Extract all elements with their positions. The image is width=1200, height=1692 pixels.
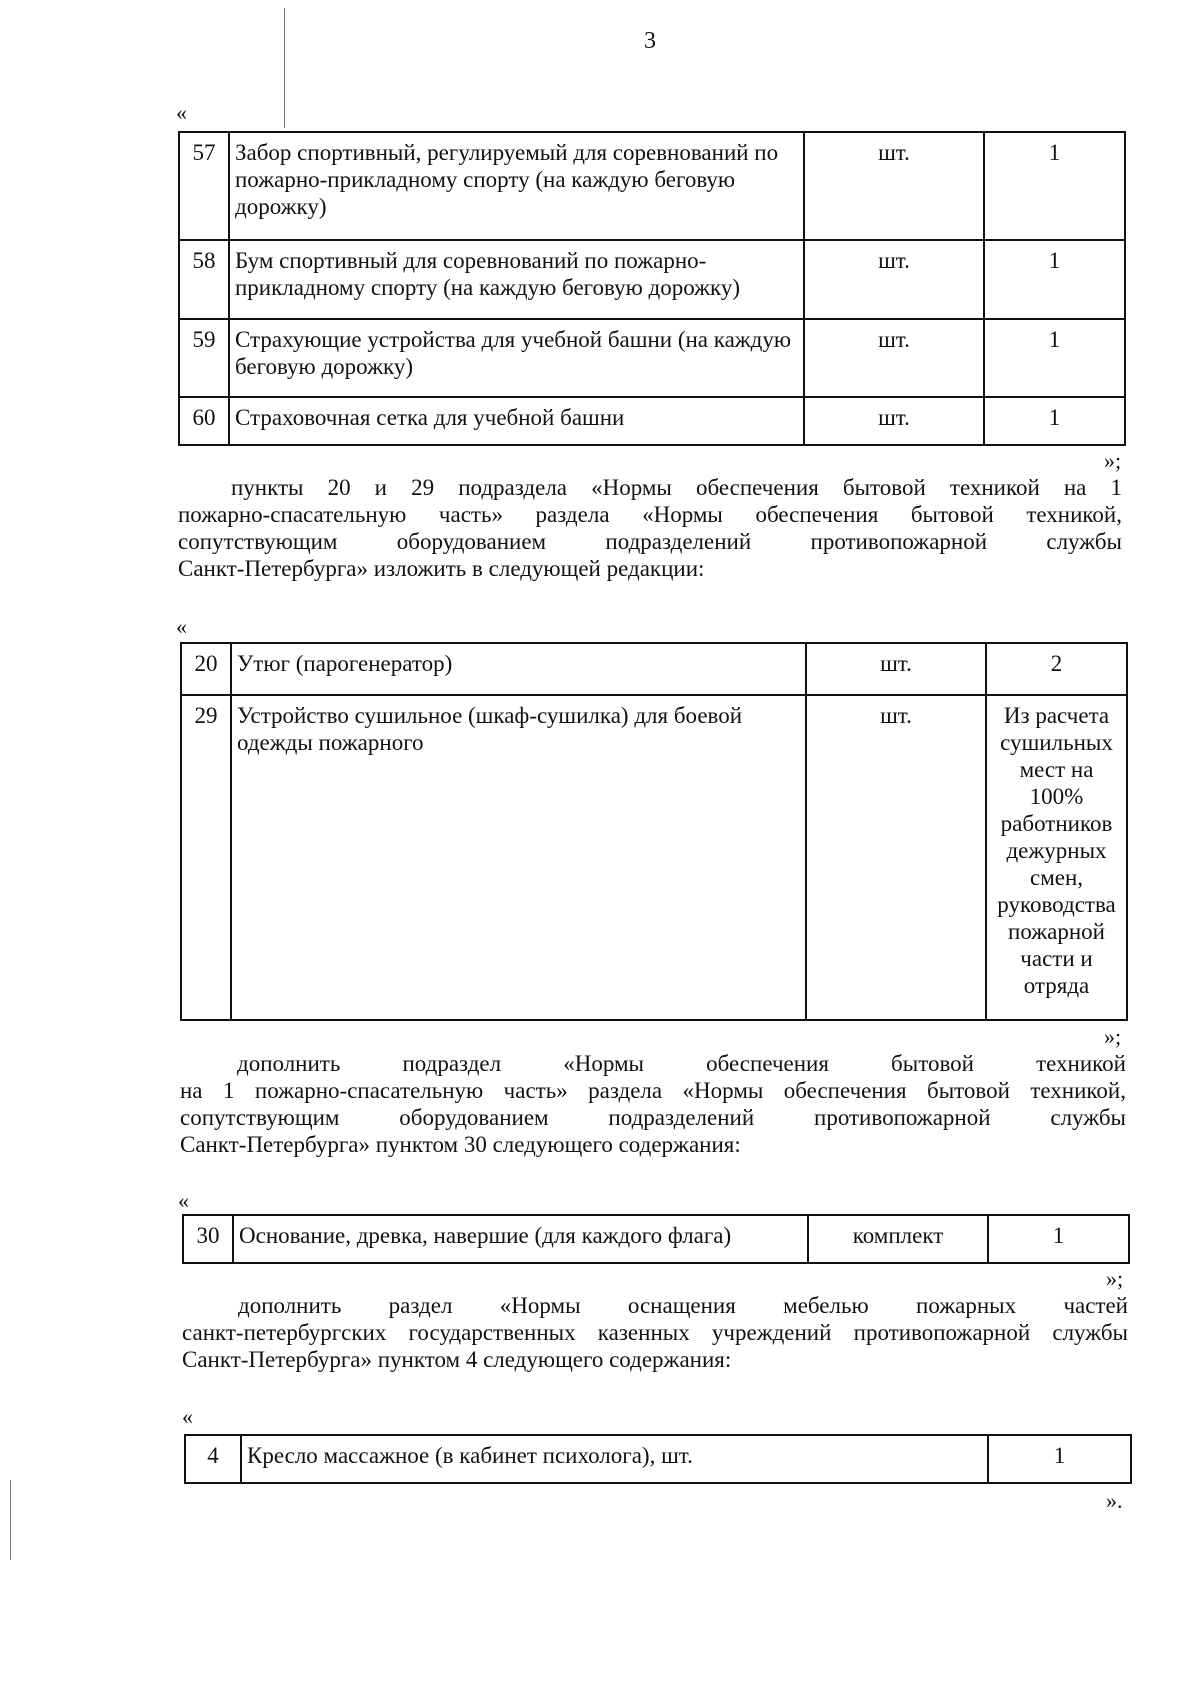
item-quantity: 1 [984, 132, 1125, 240]
paragraph-line: пункты 20 и 29 подраздела «Нормы обеспечения бытовой техникой на 1 [231, 475, 1122, 500]
table-row [179, 240, 1125, 319]
item-name: Бум спортивный для соревнований по пожарно-прикладному спорту (на каждую беговую дорожку) [229, 240, 804, 319]
row-number: 57 [179, 132, 229, 240]
table-row [179, 319, 1125, 397]
paragraph-add-item-30 [180, 1050, 1126, 1158]
opening-quote: « [178, 1188, 189, 1213]
item-name: Страховочная сетка для учебной башни [229, 397, 804, 445]
opening-quote: « [176, 614, 187, 639]
item-unit: шт. [804, 240, 984, 319]
paragraph-line: пожарно-спасательную часть» раздела «Нормы обеспечения бытовой техникой, [178, 502, 1122, 527]
item-name: Утюг (парогенератор) [231, 643, 806, 695]
scan-fold-line [284, 8, 285, 128]
paragraph-line: санкт-петербургских государственных казенных учреждений противопожарной службы [182, 1320, 1128, 1345]
table-row [179, 397, 1125, 445]
item-unit: шт. [804, 319, 984, 397]
paragraph-line: Санкт-Петербурга» пунктом 4 следующего содержания: [182, 1347, 732, 1372]
item-quantity: 1 [988, 1215, 1129, 1263]
paragraph-line: Санкт-Петербурга» пунктом 30 следующего содержания: [180, 1132, 741, 1157]
item-unit: шт. [806, 695, 986, 1020]
item-quantity: 1 [984, 397, 1125, 445]
item-name: Кресло массажное (в кабинет психолога), шт. [241, 1435, 988, 1483]
row-number: 60 [179, 397, 229, 445]
item-quantity: 2 [986, 643, 1127, 695]
item-quantity: 1 [984, 319, 1125, 397]
item-unit: шт. [804, 132, 984, 240]
row-number: 29 [181, 695, 231, 1020]
closing-quote: »; [1104, 448, 1122, 473]
page-number: 3 [644, 28, 656, 54]
item-unit: шт. [804, 397, 984, 445]
item-name: Забор спортивный, регулируемый для соревнований по пожарно-прикладному спорту (на каждую беговую дорожку) [229, 132, 804, 240]
item-quantity: Из расчета сушильных мест на 100% работников дежурных смен, руководства пожарной части и отряда [986, 695, 1127, 1020]
item-name: Устройство сушильное (шкаф-сушилка) для боевой одежды пожарного [231, 695, 806, 1020]
paragraph-amend-items-20-29 [178, 474, 1122, 582]
opening-quote: « [182, 1404, 193, 1429]
table-row [181, 695, 1127, 1020]
row-number: 20 [181, 643, 231, 695]
table-furniture [184, 1434, 1132, 1484]
table-row [181, 643, 1127, 695]
item-quantity: 1 [988, 1435, 1131, 1483]
closing-quote: »; [1104, 1024, 1122, 1049]
row-number: 4 [185, 1435, 241, 1483]
row-number: 30 [183, 1215, 233, 1263]
opening-quote: « [176, 100, 187, 125]
paragraph-line: сопутствующим оборудованием подразделений противопожарной службы [178, 529, 1122, 554]
paragraph-line: дополнить подраздел «Нормы обеспечения бытовой техникой [237, 1051, 1126, 1076]
table-row [183, 1215, 1129, 1263]
paragraph-line: дополнить раздел «Нормы оснащения мебелью пожарных частей [238, 1293, 1128, 1318]
paragraph-line: на 1 пожарно-спасательную часть» раздела «Нормы обеспечения бытовой техникой, [180, 1078, 1126, 1103]
row-number: 58 [179, 240, 229, 319]
scan-edge-mark [10, 1480, 11, 1560]
item-unit: шт. [806, 643, 986, 695]
paragraph-line: Санкт-Петербурга» изложить в следующей редакции: [178, 556, 705, 581]
item-name: Основание, древка, навершие (для каждого флага) [233, 1215, 808, 1263]
table-row [185, 1435, 1131, 1483]
table-flag-equipment [182, 1214, 1130, 1264]
item-name: Страхующие устройства для учебной башни (на каждую беговую дорожку) [229, 319, 804, 397]
table-sports-equipment [178, 131, 1126, 446]
closing-quote: »; [1106, 1266, 1124, 1291]
closing-quote-final: ». [1106, 1488, 1123, 1513]
table-row [179, 132, 1125, 240]
row-number: 59 [179, 319, 229, 397]
paragraph-add-item-4 [182, 1292, 1128, 1373]
item-unit: комплект [808, 1215, 988, 1263]
item-quantity: 1 [984, 240, 1125, 319]
table-household-appliances [180, 642, 1128, 1021]
paragraph-line: сопутствующим оборудованием подразделений противопожарной службы [180, 1105, 1126, 1130]
